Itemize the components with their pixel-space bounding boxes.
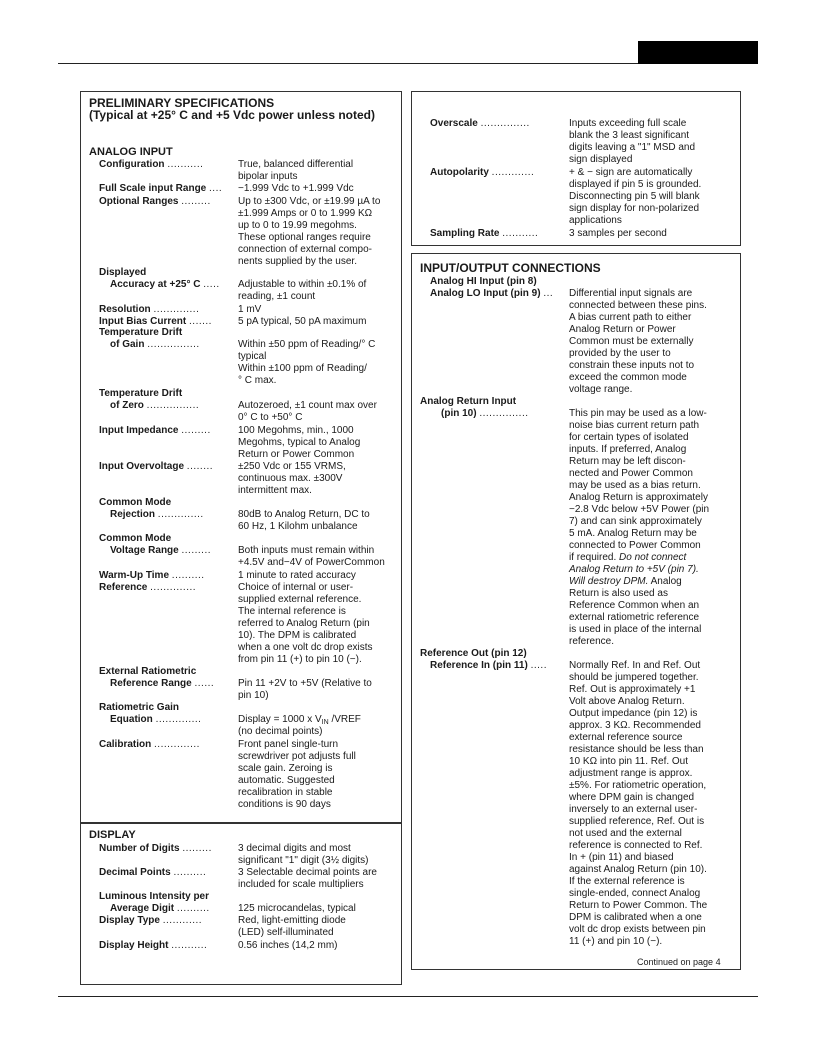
displayed-label: Displayed: [99, 267, 147, 278]
autopolarity-value-3: Disconnecting pin 5 will blank: [569, 191, 700, 202]
rejection-value-1: 80dB to Analog Return, DC to: [238, 509, 370, 520]
fullscale-label: Full Scale input Range ....: [99, 183, 223, 194]
reference-in-value-7: external reference source: [569, 732, 683, 743]
of-gain-value-3: Within ±100 ppm of Reading/: [238, 363, 367, 374]
reference-in-value-15: not used and the external: [569, 828, 682, 839]
warmup-label: Warm-Up Time ..........: [99, 570, 205, 581]
bias-current-value: 5 pA typical, 50 pA maximum: [238, 316, 367, 327]
overscale-label: Overscale ...............: [430, 118, 530, 129]
resolution-label: Resolution ..............: [99, 304, 200, 315]
input-overvoltage-label: Input Overvoltage ........: [99, 461, 214, 472]
reference-in-label: Reference In (pin 11) .....: [430, 660, 547, 671]
average-digit-value: 125 microcandelas, typical: [238, 903, 356, 914]
reference-in-value-19: If the external reference is: [569, 876, 685, 887]
analog-lo-value-5: Common must be externally: [569, 336, 694, 347]
overscale-value-2: blank the 3 least significant: [569, 130, 690, 141]
reference-value-2: supplied external reference.: [238, 594, 362, 605]
number-of-digits-value-2: significant "1" digit (3½ digits): [238, 855, 369, 866]
reference-in-value-3: Ref. Out is approximately +1: [569, 684, 696, 695]
display-type-label: Display Type ............: [99, 915, 203, 926]
reference-value-4: referred to Analog Return (pin: [238, 618, 370, 629]
analog-return-value-16: external ratiometric reference: [569, 612, 700, 623]
accuracy-value-2: reading, ±1 count: [238, 291, 316, 302]
analog-return-value-14: Return is also used as: [569, 588, 668, 599]
decimal-points-value-1: 3 Selectable decimal points are: [238, 867, 377, 878]
analog-return-value-6: nected and Power Common: [569, 468, 693, 479]
analog-return-value-9: −2.8 Vdc below +5V Power (pin: [569, 504, 710, 515]
configuration-value-1: True, balanced differential: [238, 159, 354, 170]
reference-value-1: Choice of internal or user-: [238, 582, 354, 593]
display-height-label: Display Height ...........: [99, 940, 208, 951]
autopolarity-value-2: displayed if pin 5 is grounded.: [569, 179, 702, 190]
analog-lo-value-8: exceed the common mode: [569, 372, 687, 383]
overscale-value-1: Inputs exceeding full scale: [569, 118, 687, 129]
reference-in-value-9: 10 KΩ into pin 11. Ref. Out: [569, 756, 689, 767]
analog-return-value-12: connected to Power Common: [569, 540, 701, 551]
autopolarity-value-4: sign display for non-polarized: [569, 203, 700, 214]
of-zero-value-2: 0° C to +50° C: [238, 412, 303, 423]
reference-in-value-8: resistance should be less than: [569, 744, 704, 755]
reference-in-value-16: reference is connected to Ref.: [569, 840, 703, 851]
reference-in-value-4: Volt above Analog Return.: [569, 696, 685, 707]
input-impedance-value-2: Megohms, typical to Analog: [238, 437, 361, 448]
analog-return-value-7: may be used as a bias return.: [569, 480, 701, 491]
of-zero-value-1: Autozeroed, ±1 count max over: [238, 400, 377, 411]
pin10-label: (pin 10) ...............: [441, 408, 529, 419]
analog-return-warning-2: Will destroy DPM. Analog: [569, 576, 682, 587]
voltage-range-label: Voltage Range .........: [110, 545, 212, 556]
reference-in-value-13: inversely to an external user-: [569, 804, 698, 815]
autopolarity-value-1: + & − sign are automatically: [569, 167, 693, 178]
temp-drift-zero-label: Temperature Drift: [99, 388, 183, 399]
configuration-label: Configuration ...........: [99, 159, 204, 170]
analog-lo-value-6: provided by the user to: [569, 348, 671, 359]
bias-current-label: Input Bias Current .......: [99, 316, 212, 327]
analog-return-value-17: is used in place of the internal: [569, 624, 702, 635]
reference-in-value-10: adjustment range is approx.: [569, 768, 693, 779]
analog-return-value-13: if required. Do not connect: [569, 552, 687, 563]
decimal-points-value-2: included for scale multipliers: [238, 879, 364, 890]
input-overvoltage-value-1: ±250 Vdc or 155 VRMS,: [238, 461, 346, 472]
analog-return-value-2: noise bias current return path: [569, 420, 700, 431]
reference-in-value-21: Return to Power Common. The: [569, 900, 708, 911]
reference-label: Reference ..............: [99, 582, 197, 593]
analog-return-label: Analog Return Input: [420, 396, 517, 407]
analog-lo-label: Analog LO Input (pin 9) ...: [430, 288, 554, 299]
continued-note: Continued on page 4: [637, 957, 721, 967]
number-of-digits-value-1: 3 decimal digits and most: [238, 843, 351, 854]
average-digit-label: Average Digit ..........: [110, 903, 210, 914]
overscale-value-4: sign displayed: [569, 154, 633, 165]
analog-lo-value-1: Differential input signals are: [569, 288, 693, 299]
voltage-range-value-2: +4.5V and−4V of PowerCommon: [238, 557, 385, 568]
optional-ranges-label: Optional Ranges .........: [99, 196, 211, 207]
display-type-value-2: (LED) self-illuminated: [238, 927, 334, 938]
header-black-tab: [638, 41, 758, 64]
of-gain-label: of Gain ................: [110, 339, 200, 350]
reference-in-value-22: DPM is calibrated when a one: [569, 912, 702, 923]
reference-value-3: The internal reference is: [238, 606, 346, 617]
of-gain-value-1: Within ±50 ppm of Reading/° C: [238, 339, 376, 350]
optional-ranges-value-3: up to 0 to 19.99 megohms.: [238, 220, 357, 231]
optional-ranges-value-2: ±1.999 Amps or 0 to 1.999 KΩ: [238, 208, 373, 219]
luminous-intensity-heading: Luminous Intensity per: [99, 891, 210, 902]
analog-return-value-11: 5 mA. Analog Return may be: [569, 528, 697, 539]
analog-lo-value-2: connected between these pins.: [569, 300, 707, 311]
rejection-value-2: 60 Hz, 1 Kilohm unbalance: [238, 521, 358, 532]
reference-in-value-2: should be jumpered together.: [569, 672, 699, 683]
overscale-value-3: digits leaving a "1" MSD and: [569, 142, 696, 153]
reference-in-value-18: against Analog Return (pin 10).: [569, 864, 707, 875]
reference-value-6: when a one volt dc drop exists: [238, 642, 373, 653]
analog-lo-value-9: voltage range.: [569, 384, 633, 395]
input-overvoltage-value-3: intermittent max.: [238, 485, 312, 496]
autopolarity-label: Autopolarity .............: [430, 167, 535, 178]
number-of-digits-label: Number of Digits .........: [99, 843, 212, 854]
calibration-value-6: conditions is 90 days: [238, 799, 331, 810]
fullscale-value: −1.999 Vdc to +1.999 Vdc: [238, 183, 354, 194]
reference-range-label: Reference Range ......: [110, 678, 215, 689]
analog-lo-value-3: A bias current path to either: [569, 312, 692, 323]
optional-ranges-value-5: connection of external compo-: [238, 244, 372, 255]
analog-return-value-10: 7) and can sink approximately: [569, 516, 702, 527]
temp-drift-gain-label: Temperature Drift: [99, 327, 183, 338]
analog-lo-value-4: Analog Return or Power: [569, 324, 676, 335]
common-mode-rejection-heading: Common Mode: [99, 497, 172, 508]
equation-note: (no decimal points): [238, 726, 323, 737]
reference-in-value-23: volt dc drop exists between pin: [569, 924, 706, 935]
analog-return-value-15: Reference Common when an: [569, 600, 700, 611]
analog-return-value-8: Analog Return is approximately: [569, 492, 708, 503]
configuration-value-2: bipolar inputs: [238, 171, 298, 182]
analog-return-value-1: This pin may be used as a low-: [569, 408, 707, 419]
accuracy-label: Accuracy at +25° C .....: [110, 279, 220, 290]
reference-in-value-11: ±5%. For ratiometric operation,: [569, 780, 707, 791]
sampling-rate-value: 3 samples per second: [569, 228, 667, 239]
decimal-points-label: Decimal Points ..........: [99, 867, 207, 878]
analog-return-value-18: reference.: [569, 636, 615, 647]
input-impedance-label: Input Impedance .........: [99, 425, 211, 436]
of-gain-value-2: typical: [238, 351, 267, 362]
reference-in-value-5: Output impedance (pin 12) is: [569, 708, 698, 719]
optional-ranges-value-6: nents supplied by the user.: [238, 256, 357, 267]
display-height-value: 0.56 inches (14,2 mm): [238, 940, 338, 951]
ratiometric-gain-heading: Ratiometric Gain: [99, 702, 180, 713]
reference-out-label: Reference Out (pin 12): [420, 648, 527, 659]
of-zero-label: of Zero ................: [110, 400, 200, 411]
reference-in-value-24: 11 (+) and pin 10 (−).: [569, 936, 663, 947]
rejection-label: Rejection ..............: [110, 509, 204, 520]
io-connections-heading: INPUT/OUTPUT CONNECTIONS: [420, 261, 601, 275]
calibration-value-5: recalibration in stable: [238, 787, 333, 798]
reference-in-value-12: where DPM gain is changed: [569, 792, 695, 803]
analog-lo-value-7: constrain these inputs not to: [569, 360, 695, 371]
of-gain-value-4: ° C max.: [238, 375, 277, 386]
reference-range-value-2: pin 10): [238, 690, 269, 701]
equation-label: Equation ..............: [110, 714, 202, 725]
calibration-value-4: automatic. Suggested: [238, 775, 335, 786]
calibration-value-1: Front panel single-turn: [238, 739, 339, 750]
optional-ranges-value-1: Up to ±300 Vdc, or ±19.99 µA to: [238, 196, 381, 207]
voltage-range-value-1: Both inputs must remain within: [238, 545, 375, 556]
calibration-value-3: scale gain. Zeroing is: [238, 763, 333, 774]
input-impedance-value-1: 100 Megohms, min., 1000: [238, 425, 354, 436]
analog-return-value-5: Return may be left discon-: [569, 456, 686, 467]
analog-input-heading: ANALOG INPUT: [89, 146, 173, 158]
reference-in-value-6: approx. 3 KΩ. Recommended: [569, 720, 701, 731]
reference-range-value-1: Pin 11 +2V to +5V (Relative to: [238, 678, 372, 689]
calibration-label: Calibration ..............: [99, 739, 200, 750]
calibration-value-2: screwdriver pot adjusts full: [238, 751, 356, 762]
equation-value: Display = 1000 x $V_{IN}$ /VREF: [238, 714, 361, 726]
reference-in-value-20: single-ended, connect Analog: [569, 888, 701, 899]
input-overvoltage-value-2: continuous max. ±300V: [238, 473, 343, 484]
common-mode-voltage-heading: Common Mode: [99, 533, 172, 544]
specifications-title: PRELIMINARY SPECIFICATIONS: [89, 96, 275, 110]
autopolarity-value-5: applications: [569, 215, 622, 226]
accuracy-value-1: Adjustable to within ±0.1% of: [238, 279, 367, 290]
footer-rule: [58, 996, 758, 997]
analog-return-value-3: for certain types of isolated: [569, 432, 689, 443]
external-ratiometric-heading: External Ratiometric: [99, 666, 197, 677]
display-heading: DISPLAY: [89, 829, 136, 841]
reference-value-7: from pin 11 (+) to pin 10 (−).: [238, 654, 362, 665]
specifications-subtitle: (Typical at +25° C and +5 Vdc power unless noted): [89, 108, 375, 122]
reference-in-value-1: Normally Ref. In and Ref. Out: [569, 660, 701, 671]
analog-return-warning-1: Analog Return to +5V (pin 7).: [569, 564, 699, 575]
display-type-value-1: Red, light-emitting diode: [238, 915, 346, 926]
optional-ranges-value-4: These optional ranges require: [238, 232, 371, 243]
analog-return-value-4: inputs. If preferred, Analog: [569, 444, 687, 455]
resolution-value: 1 mV: [238, 304, 262, 315]
reference-in-value-17: In + (pin 11) and biased: [569, 852, 674, 863]
analog-hi-label: Analog HI Input (pin 8): [430, 276, 537, 287]
sampling-rate-label: Sampling Rate ...........: [430, 228, 539, 239]
warmup-value: 1 minute to rated accuracy: [238, 570, 356, 581]
input-impedance-value-3: Return or Power Common: [238, 449, 355, 460]
reference-value-5: 10). The DPM is calibrated: [238, 630, 357, 641]
reference-in-value-14: supplied reference, Ref. Out is: [569, 816, 705, 827]
